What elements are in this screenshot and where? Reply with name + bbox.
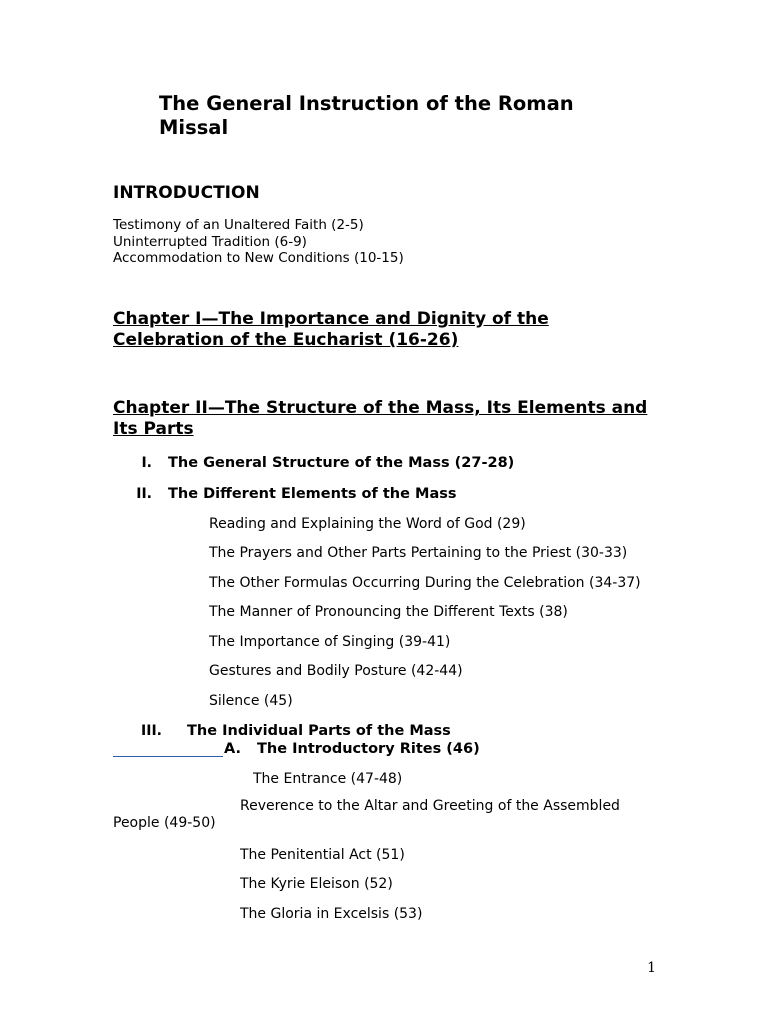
introduction-heading: INTRODUCTION [113, 183, 260, 203]
section-heading: The Individual Parts of the Mass [187, 723, 451, 739]
subsection-heading: The Introductory Rites (46) [257, 741, 480, 757]
list-item: The Prayers and Other Parts Pertaining to the Priest (30-33) [209, 545, 628, 561]
list-item: The Kyrie Eleison (52) [240, 876, 393, 892]
list-item: The Gloria in Excelsis (53) [240, 906, 423, 922]
list-item: Reading and Explaining the Word of God (29) [209, 516, 526, 532]
list-item: The Entrance (47-48) [253, 771, 403, 787]
list-item: Silence (45) [209, 693, 293, 709]
section-numeral: I. [141, 455, 152, 471]
list-item: The Manner of Pronouncing the Different Texts (38) [209, 604, 568, 620]
page-number: 1 [647, 960, 656, 976]
list-item: Gestures and Bodily Posture (42-44) [209, 663, 463, 679]
section-numeral: II. [136, 486, 152, 502]
intro-item: Accommodation to New Conditions (10-15) [113, 250, 404, 266]
document-title: The General Instruction of the Roman Missal [159, 92, 574, 139]
list-item: The Penitential Act (51) [240, 847, 405, 863]
section-heading: The Different Elements of the Mass [168, 486, 457, 502]
list-item: The Other Formulas Occurring During the Celebration (34-37) [209, 575, 641, 591]
chapter-2-heading: Chapter II—The Structure of the Mass, Its Elements and Its Parts [113, 398, 648, 439]
section-heading: The General Structure of the Mass (27-28) [168, 455, 515, 471]
section-numeral: III. [141, 723, 162, 739]
underline-stub [113, 756, 223, 757]
introduction-list [113, 217, 404, 267]
list-item: The Importance of Singing (39-41) [209, 634, 451, 650]
list-item: Reverence to the Altar and Greeting of the Assembled People (49-50) [113, 798, 620, 831]
subsection-letter: A. [224, 741, 241, 757]
intro-item: Testimony of an Unaltered Faith (2-5) [113, 217, 364, 233]
chapter-1-heading: Chapter I—The Importance and Dignity of the Celebration of the Eucharist (16-26) [113, 309, 549, 350]
intro-item: Uninterrupted Tradition (6-9) [113, 233, 307, 250]
